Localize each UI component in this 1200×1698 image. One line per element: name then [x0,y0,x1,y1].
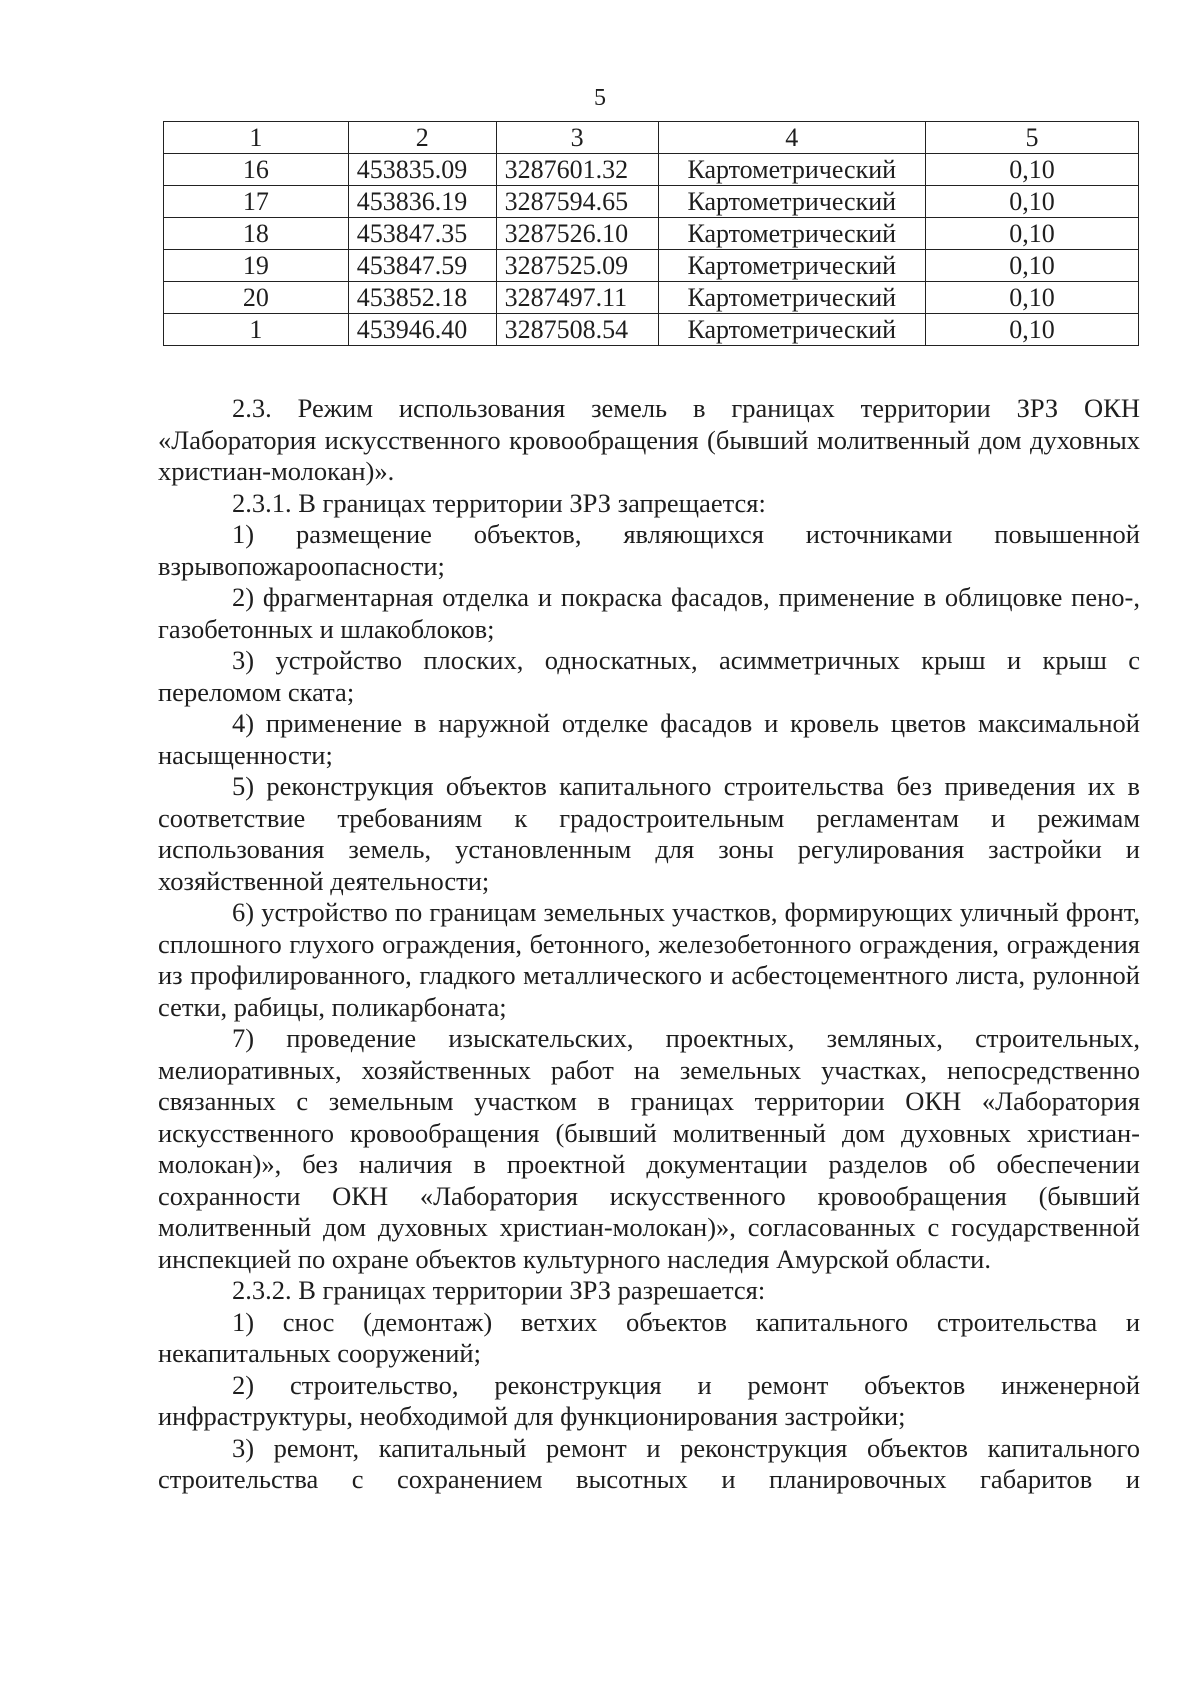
x-coordinate-cell: 453847.35 [348,218,496,250]
accuracy-cell: 0,10 [925,282,1138,314]
table-header-row [164,122,1139,154]
table-header-cell: 1 [164,122,349,154]
table-header-cell: 3 [496,122,658,154]
coordinates-table [163,121,1139,346]
table-row [164,314,1139,346]
prohibition-item-6: 6) устройство по границам земельных участков, формирующих уличный фронт, сплошного глухого ограждения, бетонного, железобетонного ограждения, ограждения из профилированного, гладкого металлического и асбестоцементного листа, рулонной сетки, рабицы, поликарбоната; [158,897,1140,1022]
y-coordinate-cell: 3287508.54 [496,314,658,346]
table-header-cell: 2 [348,122,496,154]
y-coordinate-cell: 3287497.11 [496,282,658,314]
point-number-cell: 19 [164,250,349,282]
permission-item-2: 2) строительство, реконструкция и ремонт объектов инженерной инфраструктуры, необходимой для функционирования застройки; [158,1369,1140,1431]
body-text [158,393,1140,1496]
permission-item-3: 3) ремонт, капитальный ремонт и реконструкция объектов капитального строительства с сохранением высотных и планировочных габаритов и [158,1432,1140,1494]
method-cell: Картометрический [658,186,925,218]
point-number-cell: 1 [164,314,349,346]
subsection-heading-2-3-2: 2.3.2. В границах территории ЗРЗ разрешается: [232,1275,766,1305]
table-row [164,154,1139,186]
method-cell: Картометрический [658,154,925,186]
accuracy-cell: 0,10 [925,154,1138,186]
accuracy-cell: 0,10 [925,314,1138,346]
table-row [164,218,1139,250]
prohibition-item-5: 5) реконструкция объектов капитального строительства без приведения их в соответствие требованиям к градостроительным регламентам и режимам использования земель, установленным для зоны регулирования застройки и хозяйственной деятельности; [158,771,1140,896]
table-row [164,186,1139,218]
prohibition-item-4: 4) применение в наружной отделке фасадов и кровель цветов максимальной насыщенности; [158,708,1140,770]
table-header-cell: 5 [925,122,1138,154]
method-cell: Картометрический [658,314,925,346]
method-cell: Картометрический [658,282,925,314]
page-number: 5 [594,85,606,111]
y-coordinate-cell: 3287594.65 [496,186,658,218]
x-coordinate-cell: 453847.59 [348,250,496,282]
permission-item-1: 1) снос (демонтаж) ветхих объектов капитального строительства и некапитальных сооружений; [158,1306,1140,1368]
x-coordinate-cell: 453836.19 [348,186,496,218]
prohibition-item-3: 3) устройство плоских, односкатных, асимметричных крыш и крыш с переломом ската; [158,645,1140,707]
table-row [164,250,1139,282]
prohibition-item-7: 7) проведение изыскательских, проектных, земляных, строительных, мелиоративных, хозяйственных работ на земельных участках, непосредственно связанных с земельным участком в границах территории ОКН «Лаборатория искусственного кровообращения (бывший молитвенный дом духовных христиан-молокан)», без наличия в проектной документации разделов об обеспечении сохранности ОКН «Лаборатория искусственного кровообращения (бывший молитвенный дом духовных христиан-молокан)», согласованных с государственной инспекцией по охране объектов культурного наследия Амурской области. [158,1023,1140,1274]
point-number-cell: 18 [164,218,349,250]
prohibition-item-1: 1) размещение объектов, являющихся источниками повышенной взрывопожароопасности; [158,519,1140,581]
y-coordinate-cell: 3287525.09 [496,250,658,282]
method-cell: Картометрический [658,250,925,282]
x-coordinate-cell: 453835.09 [348,154,496,186]
subsection-heading-2-3-1: 2.3.1. В границах территории ЗРЗ запрещается: [232,487,766,518]
accuracy-cell: 0,10 [925,218,1138,250]
y-coordinate-cell: 3287526.10 [496,218,658,250]
x-coordinate-cell: 453946.40 [348,314,496,346]
method-cell: Картометрический [658,218,925,250]
point-number-cell: 17 [164,186,349,218]
point-number-cell: 20 [164,282,349,314]
accuracy-cell: 0,10 [925,186,1138,218]
point-number-cell: 16 [164,154,349,186]
section-heading-2-3: 2.3. Режим использования земель в границах территории ЗРЗ ОКН «Лаборатория искусственного кровообращения (бывший молитвенный дом духовных христиан-молокан)». [158,393,1140,486]
table-header-cell: 4 [658,122,925,154]
y-coordinate-cell: 3287601.32 [496,154,658,186]
accuracy-cell: 0,10 [925,250,1138,282]
table-row [164,282,1139,314]
prohibition-item-2: 2) фрагментарная отделка и покраска фасадов, применение в облицовке пено-, газобетонных и шлакоблоков; [158,582,1140,644]
x-coordinate-cell: 453852.18 [348,282,496,314]
